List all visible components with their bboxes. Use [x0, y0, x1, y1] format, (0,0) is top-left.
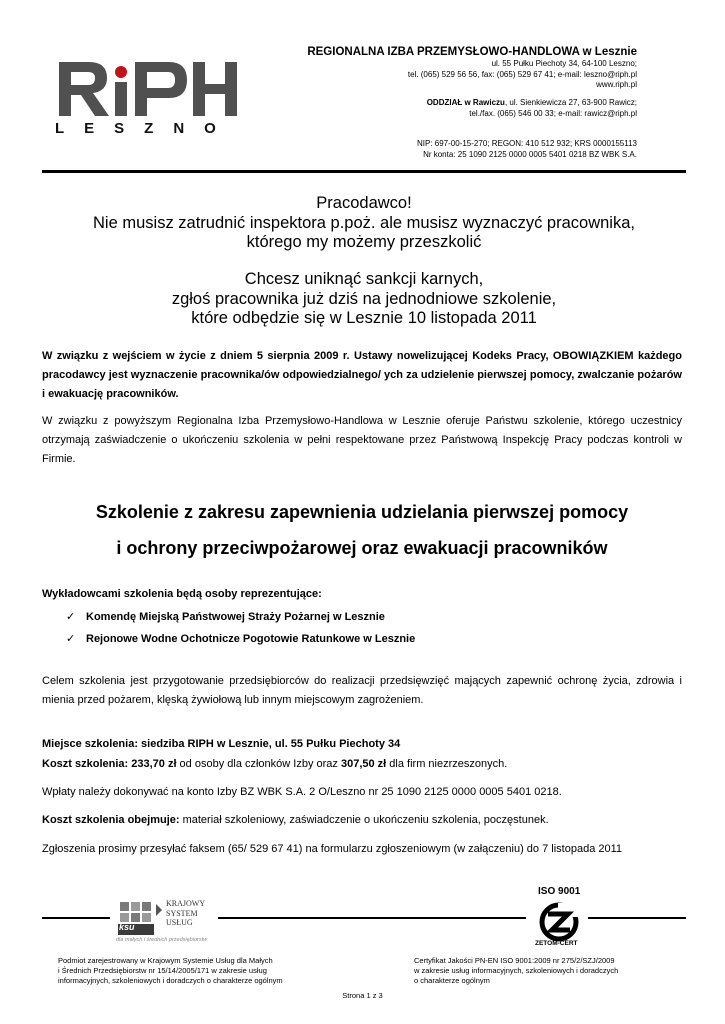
intro-block-1	[42, 194, 686, 253]
ksu-tagline: dla małych i średnich przedsiębiorstw	[116, 937, 208, 943]
branch-line	[427, 98, 637, 109]
branch-block	[427, 98, 637, 119]
registration-block	[417, 139, 637, 160]
ksu-line-1: KRAJOWY	[166, 899, 206, 908]
riph-logo-mark	[55, 58, 240, 120]
ksu-line-2: SYSTEM	[166, 908, 198, 918]
org-address: ul. 55 Pułku Piechoty 34, 64-100 Leszno;	[491, 59, 637, 68]
logo-subtitle: LESZNO	[55, 120, 236, 137]
footer-left-line-1: Podmiot zarejestrowany w Krajowym Systemie Usług dla Małych	[58, 956, 273, 965]
footer-right-line-3: o charakterze ogólnym	[414, 976, 490, 985]
check-icon: ✓	[66, 611, 76, 623]
footer-divider	[42, 917, 110, 919]
footer-right-line-2: w zakresie usług informacyjnych, szkoleniowych i doradczych	[414, 966, 619, 975]
header-divider	[42, 170, 686, 173]
intro-line-6: które odbędzie się w Lesznie 10 listopada 2011	[191, 309, 537, 327]
check-icon: ✓	[66, 633, 76, 645]
org-website[interactable]: www.riph.pl	[596, 80, 637, 89]
footer-left-line-2: i Średnich Przedsiębiorstw nr 15/14/2005/171 w zakresie usług	[58, 966, 267, 975]
includes-label: Koszt szkolenia obejmuje:	[42, 814, 180, 826]
footer-right-line-1: Certyfikat Jakości PN-EN ISO 9001:2009 nr 275/2/SZJ/2009	[414, 956, 615, 965]
lecturer-2: Rejonowe Wodne Ochotnicze Pogotowie Ratunkowe w Lesznie	[86, 633, 416, 645]
application-info: Zgłoszenia prosimy przesyłać faksem (65/ 529 67 41) na formularzu zgłoszeniowym (w załączeniu) do 7 listopada 2011	[42, 843, 623, 855]
iso-label: ISO 9001	[538, 886, 581, 897]
intro-line-5: zgłoś pracownika już dziś na jednodniowe szkolenie,	[171, 289, 557, 308]
cost-mid: od osoby dla członków Izby oraz	[176, 758, 341, 770]
cost-end: dla firm niezrzeszonych.	[386, 758, 508, 770]
ksu-line-3: USŁUG	[166, 918, 193, 927]
training-place: Miejsce szkolenia: siedziba RIPH w Lesznie, ul. 55 Pułku Piechoty 34	[42, 738, 401, 750]
page-number: Strona 1 z 3	[342, 991, 383, 1000]
obligation-paragraph: W związku z wejściem w życie z dniem 5 sierpnia 2009 r. Ustawy nowelizującej Kodeks Pracy, OBOWIĄZKIEM każdego pracodawcy jest wyznaczenie pracownika/ów odpowiedzialnego/ ych za udzielenie pierwszej pomocy, zwalczanie pożarów i ewakuację pracowników.	[42, 350, 682, 400]
includes-text: materiał szkoleniowy, zaświadczenie o ukończeniu szkolenia, poczęstunek.	[179, 814, 549, 826]
cost-price-2: 307,50 zł	[340, 758, 387, 770]
footer-divider	[588, 917, 686, 919]
intro-block-2	[42, 270, 686, 329]
bank-account: Nr konta: 25 1090 2125 0000 0005 5401 0218 BZ WBK S.A.	[423, 149, 637, 159]
intro-line-3: którego my możemy przeszkolić	[246, 233, 482, 251]
riph-logo	[55, 58, 240, 138]
payment-info: Wpłaty należy dokonywać na konto Izby BZ WBK S.A. 2 O/Leszno nr 25 1090 2125 0000 0005 5401 0218.	[42, 786, 562, 798]
footer-right-note	[414, 956, 618, 986]
reg-numbers: NIP: 697-00-15-270; REGON: 410 512 932; KRS 0000155113	[417, 139, 637, 148]
intro-line-1: Pracodawco!	[316, 194, 412, 212]
footer-left-note	[58, 956, 283, 986]
intro-line-4: Chcesz uniknąć sankcji karnych,	[244, 270, 484, 288]
intro-line-2: Nie musisz zatrudnić inspektora p.poż. ale musisz wyznaczyć pracownika,	[93, 213, 635, 232]
branch-contact: tel./fax. (065) 546 00 33; e-mail: rawicz@riph.pl	[469, 108, 637, 118]
ksu-abbr: ksu	[119, 922, 135, 932]
training-heading-line-2: i ochrony przeciwpożarowej oraz ewakuacji pracowników	[116, 538, 608, 558]
zetom-label: ZETOM-CERT	[535, 940, 578, 947]
footer-left-line-3: informacyjnych, szkoleniowych i doradczych o charakterze ogólnym	[58, 976, 283, 985]
lecturer-item	[66, 610, 385, 623]
lecturer-1: Komendę Miejską Państwowej Straży Pożarnej w Lesznie	[86, 611, 385, 623]
lecturer-item	[66, 632, 415, 645]
cost-label: Koszt szkolenia: 233,70 zł	[42, 758, 177, 770]
goal-paragraph: Celem szkolenia jest przygotowanie przedsiębiorców do realizacji przedsięwzięć mających zapewnić ochronę życia, zdrowia i mienia przed pożarem, klęską żywiołową lub innym miejscowym zagrożeniem.	[42, 675, 682, 706]
offer-paragraph: W związku z powyższym Regionalna Izba Przemysłowo-Handlowa w Lesznie oferuje Państwu szkolenie, którego uczestnicy otrzymają zaświadczenie o ukończeniu szkolenia w pełni respektowane przez Państwową Inspekcję Pracy podczas kontroli w Firmie.	[42, 415, 682, 465]
lecturers-label: Wykładowcami szkolenia będą osoby reprezentujące:	[42, 588, 322, 600]
branch-address: , ul. Sienkiewicza 27, 63-900 Rawicz;	[504, 98, 637, 107]
org-contact: tel. (065) 529 56 56, fax: (065) 529 67 41; e-mail: leszno@riph.pl	[407, 69, 637, 79]
footer-divider	[218, 917, 526, 919]
training-heading	[42, 494, 682, 566]
org-title: REGIONALNA IZBA PRZEMYSŁOWO-HANDLOWA w Lesznie	[307, 46, 637, 58]
org-address-block	[408, 59, 637, 91]
training-heading-line-1: Szkolenie z zakresu zapewnienia udzielania pierwszej pomocy	[95, 502, 629, 522]
ksu-name	[166, 899, 205, 928]
branch-label: ODDZIAŁ w Rawiczu	[426, 98, 505, 107]
cost-includes	[42, 814, 549, 826]
training-cost	[42, 758, 507, 770]
